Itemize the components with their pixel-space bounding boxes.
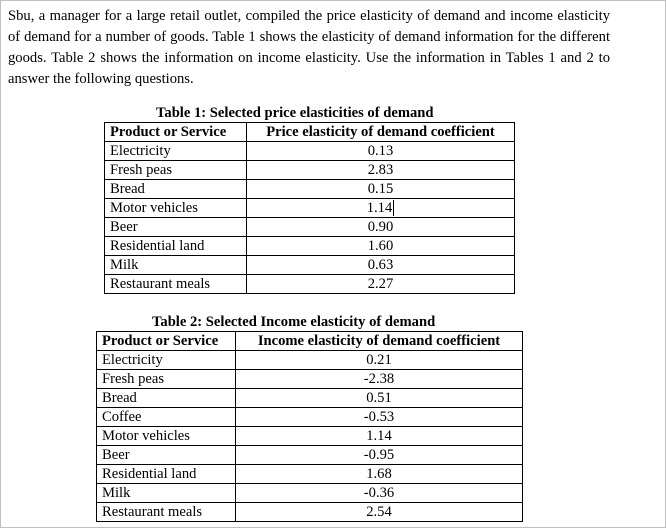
- table2-header-product: Product or Service: [97, 332, 236, 351]
- coefficient-cell: 2.27: [247, 275, 515, 294]
- product-cell: Residential land: [97, 465, 236, 484]
- table2-header-coefficient: Income elasticity of demand coefficient: [236, 332, 523, 351]
- product-cell: Restaurant meals: [97, 503, 236, 522]
- coefficient-cell: 0.90: [247, 218, 515, 237]
- coefficient-cell: 2.54: [236, 503, 523, 522]
- table2-caption: Table 2: Selected Income elasticity of demand: [152, 314, 436, 330]
- coefficient-cell: 1.68: [236, 465, 523, 484]
- table-row: [105, 161, 515, 180]
- coefficient-cell: 2.83: [247, 161, 515, 180]
- coefficient-cell: 1.60: [247, 237, 515, 256]
- income-elasticity-table: [96, 331, 523, 522]
- product-cell: Coffee: [97, 408, 236, 427]
- table-row: [97, 408, 523, 427]
- text-cursor[interactable]: 1.14: [366, 200, 393, 216]
- table-row: [97, 427, 523, 446]
- table-row: [105, 180, 515, 199]
- product-cell: Restaurant meals: [105, 275, 247, 294]
- coefficient-cell: 0.21: [236, 351, 523, 370]
- table-row: [105, 275, 515, 294]
- product-cell: Beer: [105, 218, 247, 237]
- coefficient-cell: -2.38: [236, 370, 523, 389]
- coefficient-cell-editing[interactable]: [247, 199, 515, 218]
- table2-header-row: [97, 332, 523, 351]
- table-row: [105, 142, 515, 161]
- table-row: [105, 199, 515, 218]
- product-cell: Motor vehicles: [105, 199, 247, 218]
- product-cell: Beer: [97, 446, 236, 465]
- product-cell: Bread: [105, 180, 247, 199]
- price-elasticity-table: [104, 122, 515, 294]
- product-cell: Electricity: [105, 142, 247, 161]
- table-row: [105, 218, 515, 237]
- product-cell: Bread: [97, 389, 236, 408]
- product-cell: Electricity: [97, 351, 236, 370]
- table-row: [97, 484, 523, 503]
- product-cell: Milk: [105, 256, 247, 275]
- table-row: [97, 351, 523, 370]
- product-cell: Motor vehicles: [97, 427, 236, 446]
- coefficient-cell: 0.13: [247, 142, 515, 161]
- intro-paragraph: Sbu, a manager for a large retail outlet, compiled the price elasticity of demand and income elasticity of demand for a number of goods. Table 1 shows the elasticity of demand information for the different goods. Table 2 shows the information on income elasticity. Use the information in Tables 1 and 2 to answer the following questions.: [8, 8, 610, 87]
- table1-header-row: [105, 123, 515, 142]
- table-row: [97, 503, 523, 522]
- table-row: [97, 389, 523, 408]
- product-cell: Fresh peas: [105, 161, 247, 180]
- product-cell: Fresh peas: [97, 370, 236, 389]
- table-row: [97, 370, 523, 389]
- table1-header-product: Product or Service: [105, 123, 247, 142]
- table1-header-coefficient: Price elasticity of demand coefficient: [247, 123, 515, 142]
- table-row: [97, 446, 523, 465]
- product-cell: Residential land: [105, 237, 247, 256]
- coefficient-cell: 0.15: [247, 180, 515, 199]
- table-row: [97, 465, 523, 484]
- coefficient-cell: -0.36: [236, 484, 523, 503]
- product-cell: Milk: [97, 484, 236, 503]
- table-row: [105, 256, 515, 275]
- table-row: [105, 237, 515, 256]
- coefficient-cell: 0.63: [247, 256, 515, 275]
- coefficient-cell: 0.51: [236, 389, 523, 408]
- coefficient-cell: -0.95: [236, 446, 523, 465]
- coefficient-cell: 1.14: [236, 427, 523, 446]
- table1-caption: Table 1: Selected price elasticities of demand: [156, 105, 434, 121]
- coefficient-cell: -0.53: [236, 408, 523, 427]
